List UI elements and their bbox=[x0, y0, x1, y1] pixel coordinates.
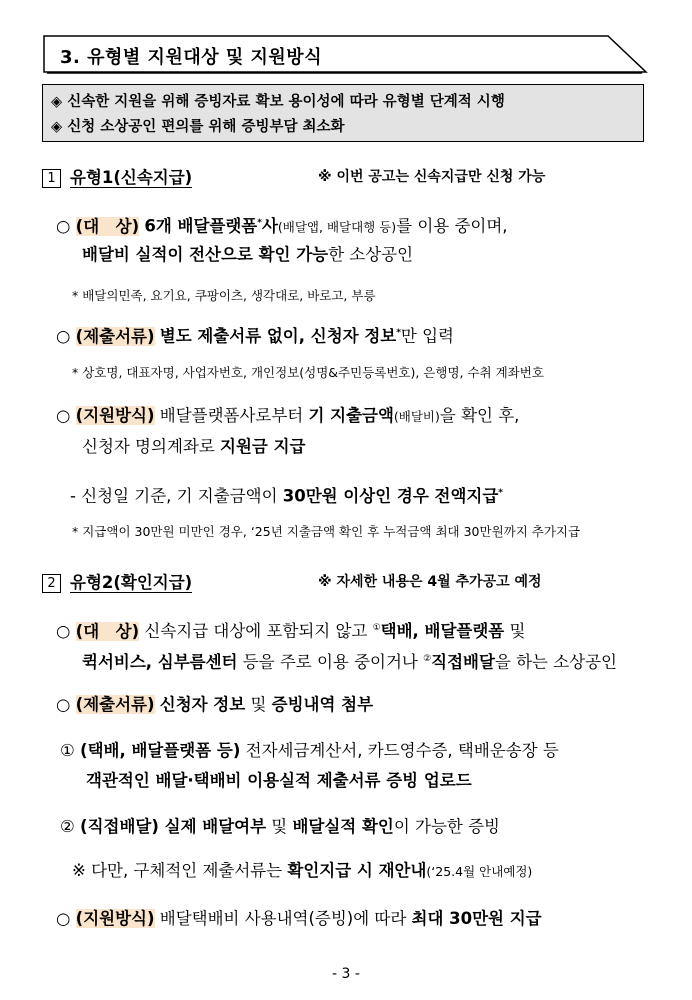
type1-docs-line: ○ (제출서류) 별도 제출서류 없이, 신청자 정보*만 입력 bbox=[56, 326, 454, 346]
type2-method-label: (지원방식) bbox=[75, 909, 155, 928]
type1-number-box: 1 bbox=[42, 169, 61, 188]
type2-note: ※ 자세한 내용은 4월 추가공고 예정 bbox=[318, 574, 542, 590]
type1-method-line2: 신청자 명의계좌로 지원금 지급 bbox=[82, 437, 306, 456]
type1-info-list: * 상호명, 대표자명, 사업자번호, 개인정보(성명&주민등록번호), 은행명, 수취 계좌번호 bbox=[72, 365, 544, 380]
type1-target-label: (대 상) bbox=[75, 216, 140, 236]
type1-docs-label: (제출서류) bbox=[75, 326, 155, 346]
type2-docs-label: (제출서류) bbox=[75, 695, 155, 714]
type1-target-line2: 배달비 실적이 전산으로 확인 가능한 소상공인 bbox=[82, 245, 414, 264]
type1-rule-line: - 신청일 기준, 기 지출금액이 30만원 이상인 경우 전액지급* bbox=[70, 486, 504, 506]
type2-docs-note: ※ 다만, 구체적인 제출서류는 확인지급 시 재안내(‘25.4월 안내예정) bbox=[72, 861, 533, 880]
type1-note: ※ 이번 공고는 신속지급만 신청 가능 bbox=[318, 169, 546, 185]
type1-target-line1: ○ (대 상) 6개 배달플랫폼*사(배달앱, 배달대행 등)를 이용 중이며, bbox=[56, 216, 508, 236]
type2-target-line1: ○ (대 상) 신속지급 대상에 포함되지 않고 ①택배, 배달플랫폼 및 bbox=[56, 621, 526, 641]
summary-box bbox=[42, 84, 644, 142]
type2-heading bbox=[42, 569, 192, 593]
type1-method-line1: ○ (지원방식) 배달플랫폼사로부터 기 지출금액(배달비)을 확인 후, bbox=[56, 406, 520, 425]
type1-method-label: (지원방식) bbox=[75, 406, 155, 425]
type1-rule-note: * 지급액이 30만원 미만인 경우, ‘25년 지출금액 확인 후 누적금액 최대 30만원까지 추가지급 bbox=[72, 524, 581, 539]
type1-platform-list: * 배달의민족, 요기요, 쿠팡이츠, 생각대로, 바로고, 부릉 bbox=[72, 288, 376, 303]
type2-target-label: (대 상) bbox=[75, 621, 140, 641]
page-number: - 3 - bbox=[332, 966, 360, 982]
section-title: 3. 유형별 지원대상 및 지원방식 bbox=[60, 47, 323, 68]
type2-method-line: ○ (지원방식) 배달택배비 사용내역(증빙)에 따라 최대 30만원 지급 bbox=[56, 909, 542, 928]
type1-heading bbox=[42, 164, 192, 188]
type2-docs-item1-line1: ① (택배, 배달플랫폼 등) 전자세금계산서, 카드영수증, 택배운송장 등 bbox=[60, 741, 559, 760]
type2-docs-item1-line2: 객관적인 배달·택배비 이용실적 제출서류 증빙 업로드 bbox=[86, 771, 472, 790]
type2-docs-line: ○ (제출서류) 신청자 정보 및 증빙내역 첨부 bbox=[56, 695, 374, 714]
type2-target-line2: 퀵서비스, 심부름센터 등을 주로 이용 중이거나 ②직접배달을 하는 소상공인 bbox=[82, 652, 618, 672]
type1-title: 유형1(신속지급) bbox=[70, 168, 193, 187]
type2-title: 유형2(확인지급) bbox=[70, 573, 193, 592]
summary-line-1: ◈ 신속한 지원을 위해 증빙자료 확보 용이성에 따라 유형별 단계적 시행 bbox=[51, 94, 505, 110]
type2-docs-item2: ② (직접배달) 실제 배달여부 및 배달실적 확인이 가능한 증빙 bbox=[60, 817, 500, 836]
type2-number-box: 2 bbox=[42, 574, 61, 593]
summary-line-2: ◈ 신청 소상공인 편의를 위해 증빙부담 최소화 bbox=[51, 119, 345, 135]
section-title-box bbox=[42, 34, 648, 74]
